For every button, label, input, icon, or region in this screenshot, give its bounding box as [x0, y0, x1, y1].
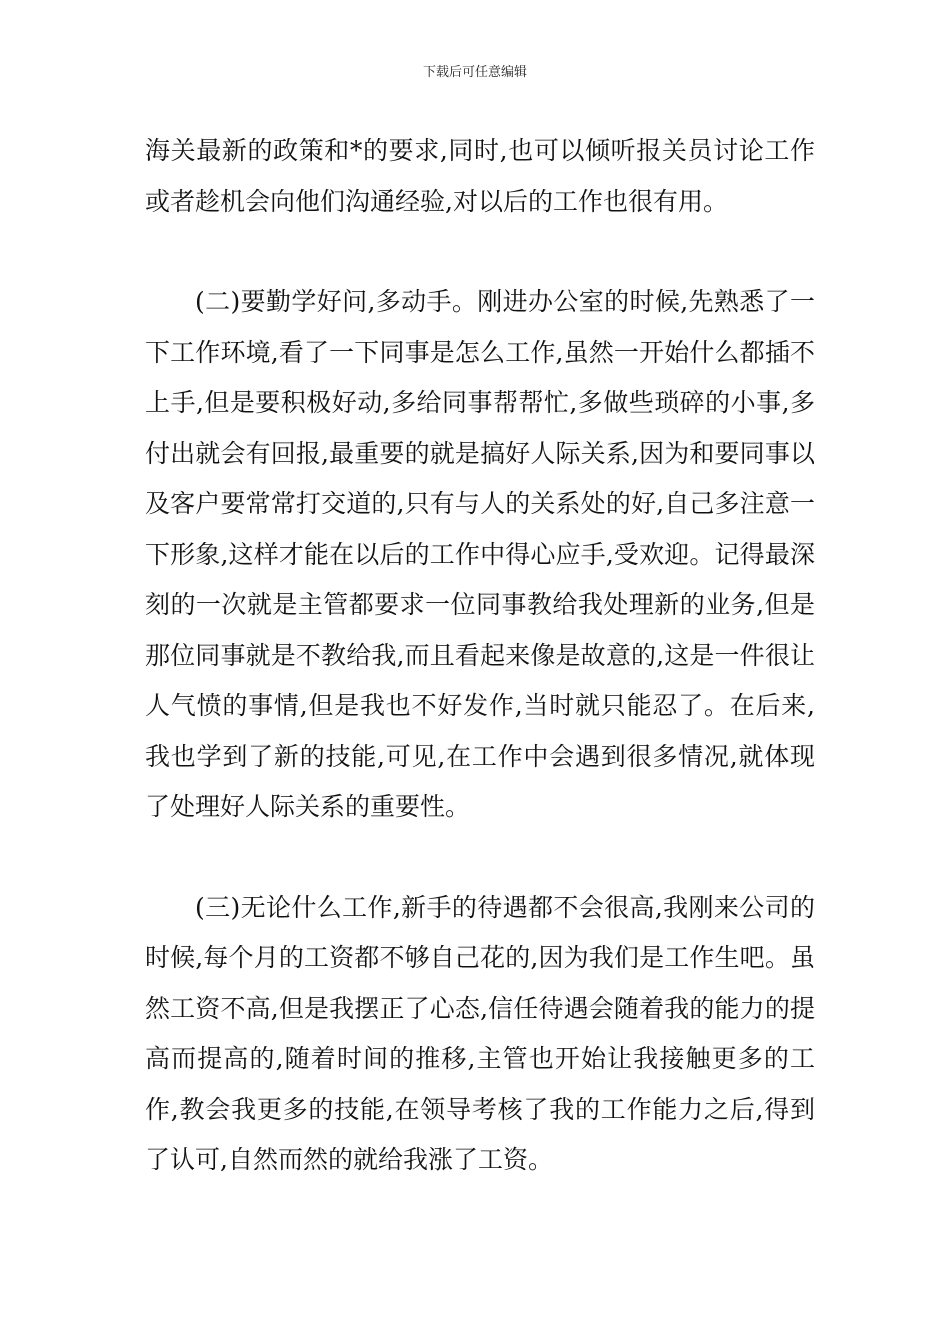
paragraph-gap [145, 227, 815, 277]
page-header: 下载后可任意编辑 [422, 65, 527, 80]
paragraph-continuation: 海关最新的政策和*的要求,同时,也可以倾听报关员讨论工作或者趁机会向他们沟通经验,对以后的工作也很有用。 [145, 136, 815, 216]
paragraph-section-two: (二)要勤学好问,多动手。刚进办公室的时候,先熟悉了一下工作环境,看了一下同事是怎么工作,虽然一开始什么都插不上手,但是要积极好动,多给同事帮帮忙,多做些琐碎的小事,多付出就会有回报,最重要的就是搞好人际关系,因为和要同事以及客户要常常打交道的,只有与人的关系处的好,自己多注意一下形象,这样才能在以后的工作中得心应手,受欢迎。记得最深刻的一次就是主管都要求一位同事教给我处理新的业务,但是那位同事就是不教给我,而且看起来像是故意的,这是一件很让人气愤的事情,但是我也不好发作,当时就只能忍了。在后来,我也学到了新的技能,可见,在工作中会遇到很多情况,就体现了处理好人际关系的重要性。 [145, 287, 815, 821]
paragraph-gap [145, 833, 815, 883]
document-body [145, 126, 815, 1186]
paragraph-section-three: (三)无论什么工作,新手的待遇都不会很高,我刚来公司的时候,每个月的工资都不够自己花的,因为我们是工作生吧。虽然工资不高,但是我摆正了心态,信任待遇会随着我的能力的提高而提高的,随着时间的推移,主管也开始让我接触更多的工作,教会我更多的技能,在领导考核了我的工作能力之后,得到了认可,自然而然的就给我涨了工资。 [145, 892, 815, 1174]
